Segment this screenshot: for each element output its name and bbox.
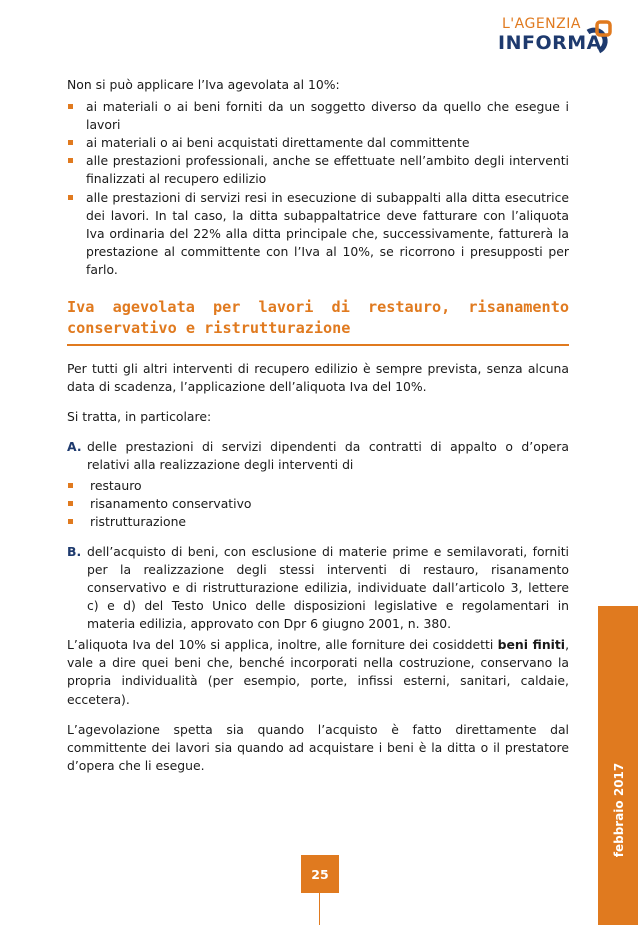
- beni-finiti-term: beni finiti: [497, 637, 566, 653]
- list-item: [67, 134, 569, 152]
- lettered-item-b: [67, 543, 569, 633]
- item-text: dell’acquisto di beni, con esclusione di materie prime e semilavorati, forniti per la realizzazione degli stessi interventi di restauro, risanamento conservativo e di ristrutturazione edilizia, individuate dall’articolo 3, lettere c) e d) del Testo Unico delle disposizioni legislative e regolamentari in materia edilizia, approvato con Dpr 6 giugno 2001, n. 380.: [87, 543, 569, 632]
- list-item-text: ai materiali o ai beni forniti da un soggetto diverso da quello che esegue i lavori: [86, 99, 569, 133]
- paragraph-3-end: , vale a dire quei beni che, benché incorporati nella costruzione, conservano la propria individualità (per esempio, porte, infissi esterni, sanitari, caldaie, eccetera).: [67, 637, 570, 707]
- section-paragraph-4: L’agevolazione spetta sia quando l’acquisto è fatto direttamente dal committente dei lavori sia quando ad acquistare i beni è la ditta o il prestatore d’opera che li esegue.: [67, 721, 569, 773]
- page-number: 25: [301, 855, 339, 893]
- list-item: [67, 495, 569, 513]
- agenzia-informa-logo: [488, 14, 614, 58]
- list-item: [67, 477, 569, 495]
- item-letter: B.: [67, 543, 82, 559]
- bullet-square-icon: [68, 158, 73, 163]
- bullet-square-icon: [68, 195, 73, 200]
- item-text: delle prestazioni di servizi dipendenti da contratti di appalto o d’opera relativi alla realizzazione degli interventi di: [87, 439, 569, 473]
- lettered-item-a: [67, 438, 569, 474]
- bullet-square-icon: [68, 501, 73, 506]
- list-item-text: alle prestazioni professionali, anche se effettuate nell’ambito degli interventi finalizzati al recupero edilizio: [86, 153, 569, 187]
- paragraph-3-start: L’aliquota Iva del 10% si applica, inoltre, alle forniture dei cosiddetti: [67, 637, 494, 653]
- list-item: [67, 98, 569, 134]
- item-letter: A.: [67, 439, 82, 455]
- intro-lead: Non si può applicare l’Iva agevolata al 10%:: [67, 77, 340, 92]
- intro-bullet-list: [67, 98, 569, 279]
- heading-divider: [67, 344, 569, 346]
- bullet-square-icon: [68, 519, 73, 524]
- list-item-text: ristrutturazione: [90, 513, 187, 529]
- section-paragraph-1: Per tutti gli altri interventi di recupero edilizio è sempre prevista, senza alcuna data di scadenza, l’applicazione dell’aliquota Iva del 10%.: [67, 361, 569, 395]
- logo-top-text: L'AGENZIA: [502, 16, 581, 32]
- list-item: [67, 513, 569, 531]
- section-heading: Iva agevolata per lavori di restauro, risanamento conservativo e ristrutturazione: [67, 298, 569, 338]
- page-content: [67, 76, 569, 775]
- section-paragraph-3: [67, 636, 569, 708]
- bullet-square-icon: [68, 483, 73, 488]
- logo-mark-icon: [584, 20, 614, 54]
- list-item-text: restauro: [90, 477, 142, 493]
- section-paragraph-2: Si tratta, in particolare:: [67, 409, 212, 425]
- logo-bottom-text: INFORMA: [498, 32, 602, 54]
- list-item-text: ai materiali o ai beni acquistati direttamente dal committente: [86, 135, 470, 151]
- bullet-square-icon: [68, 140, 73, 145]
- list-item: [67, 152, 569, 188]
- sub-bullet-list: [67, 477, 569, 531]
- date-label: febbraio 2017: [612, 762, 626, 858]
- list-item-text: risanamento conservativo: [90, 495, 252, 511]
- bullet-square-icon: [68, 104, 73, 109]
- page-number-rule: [319, 893, 320, 925]
- list-item-text: alle prestazioni di servizi resi in esecuzione di subappalti alla ditta esecutrice dei lavori. In tal caso, la ditta subappaltatrice deve fatturare con l’aliquota Iva ordinaria del 22% alla ditta principale che, successivamente, fatturerà la prestazione al committente con l’Iva al 10%, se ricorrono i presupposti per farlo.: [86, 189, 569, 277]
- list-item: [67, 189, 569, 279]
